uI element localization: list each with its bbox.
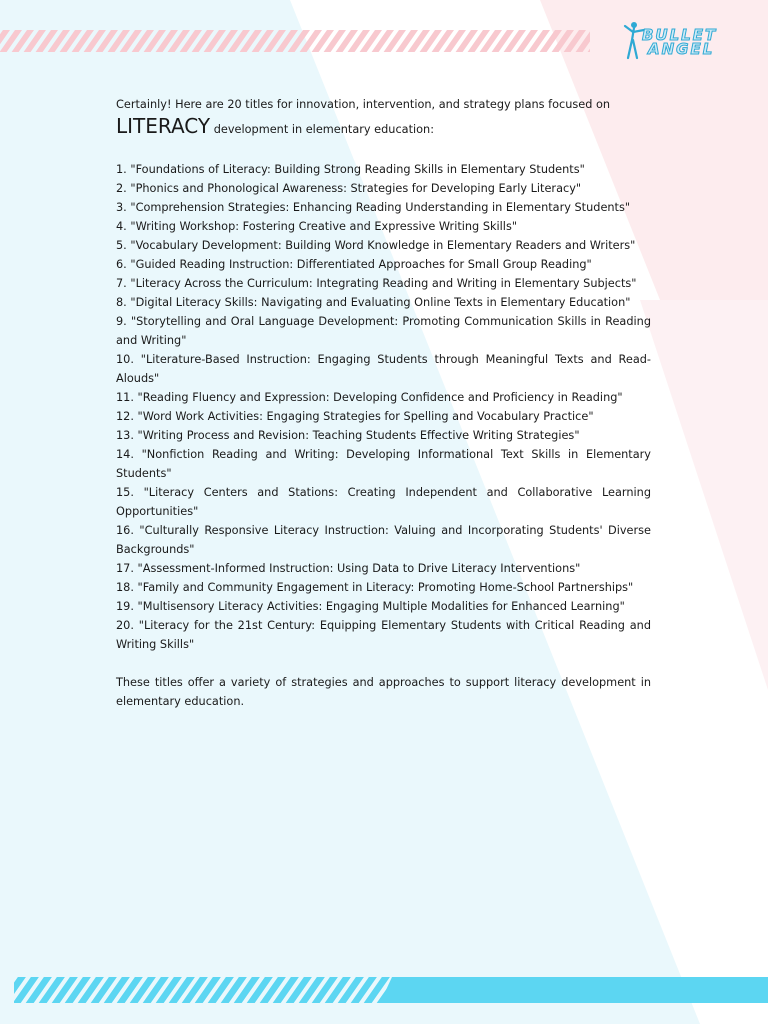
list-item: 17. "Assessment-Informed Instruction: Using Data to Drive Literacy Interventions" [116, 562, 581, 575]
intro-paragraph [116, 95, 651, 139]
list-item: 6. "Guided Reading Instruction: Differentiated Approaches for Small Group Reading" [116, 258, 592, 271]
bg-pink-panel-lower [640, 300, 768, 690]
list-item: 10. "Literature-Based Instruction: Engaging Students through Meaningful Texts and Read-Alouds" [116, 353, 651, 385]
list-item: 5. "Vocabulary Development: Building Word Knowledge in Elementary Readers and Writers" [116, 239, 636, 252]
intro-text-continued: development in elementary education: [210, 123, 435, 136]
list-item: 19. "Multisensory Literacy Activities: Engaging Multiple Modalities for Enhanced Learning" [116, 600, 625, 613]
titles-list [116, 160, 651, 654]
list-item: 14. "Nonfiction Reading and Writing: Developing Informational Text Skills in Elementary Students" [116, 448, 651, 480]
bottom-solid-band [392, 977, 768, 1003]
list-item: 9. "Storytelling and Oral Language Development: Promoting Communication Skills in Reading and Writing" [116, 315, 651, 347]
intro-literacy-heading: LITERACY [116, 114, 211, 138]
list-item: 1. "Foundations of Literacy: Building Strong Reading Skills in Elementary Students" [116, 163, 585, 176]
list-item: 13. "Writing Process and Revision: Teaching Students Effective Writing Strategies" [116, 429, 580, 442]
top-stripe-band [0, 30, 590, 52]
list-item: 12. "Word Work Activities: Engaging Strategies for Spelling and Vocabulary Practice" [116, 410, 594, 423]
list-item: 3. "Comprehension Strategies: Enhancing Reading Understanding in Elementary Students" [116, 201, 631, 214]
list-item: 2. "Phonics and Phonological Awareness: Strategies for Developing Early Literacy" [116, 182, 582, 195]
bullet-angel-logo [622, 18, 738, 64]
list-item: 18. "Family and Community Engagement in Literacy: Promoting Home-School Partnerships" [116, 581, 634, 594]
list-item: 15. "Literacy Centers and Stations: Creating Independent and Collaborative Learning Opportunities" [116, 486, 651, 518]
list-item: 16. "Culturally Responsive Literacy Instruction: Valuing and Incorporating Students' Diverse Backgrounds" [116, 524, 651, 556]
logo-text-bullet: BULLET [642, 26, 718, 44]
list-item: 7. "Literacy Across the Curriculum: Integrating Reading and Writing in Elementary Subjects" [116, 277, 637, 290]
list-item: 20. "Literacy for the 21st Century: Equipping Elementary Students with Critical Reading and Writing Skills" [116, 619, 651, 651]
closing-paragraph: These titles offer a variety of strategies and approaches to support literacy development in elementary education. [116, 676, 651, 708]
bottom-stripe-band [14, 977, 400, 1003]
list-item: 8. "Digital Literacy Skills: Navigating and Evaluating Online Texts in Elementary Education" [116, 296, 631, 309]
logo-text-angel: ANGEL [648, 40, 715, 58]
list-item: 11. "Reading Fluency and Expression: Developing Confidence and Proficiency in Reading" [116, 391, 623, 404]
list-item: 4. "Writing Workshop: Fostering Creative and Expressive Writing Skills" [116, 220, 518, 233]
intro-text: Certainly! Here are 20 titles for innovation, intervention, and strategy plans focused on [116, 98, 611, 111]
document-body [116, 95, 651, 711]
